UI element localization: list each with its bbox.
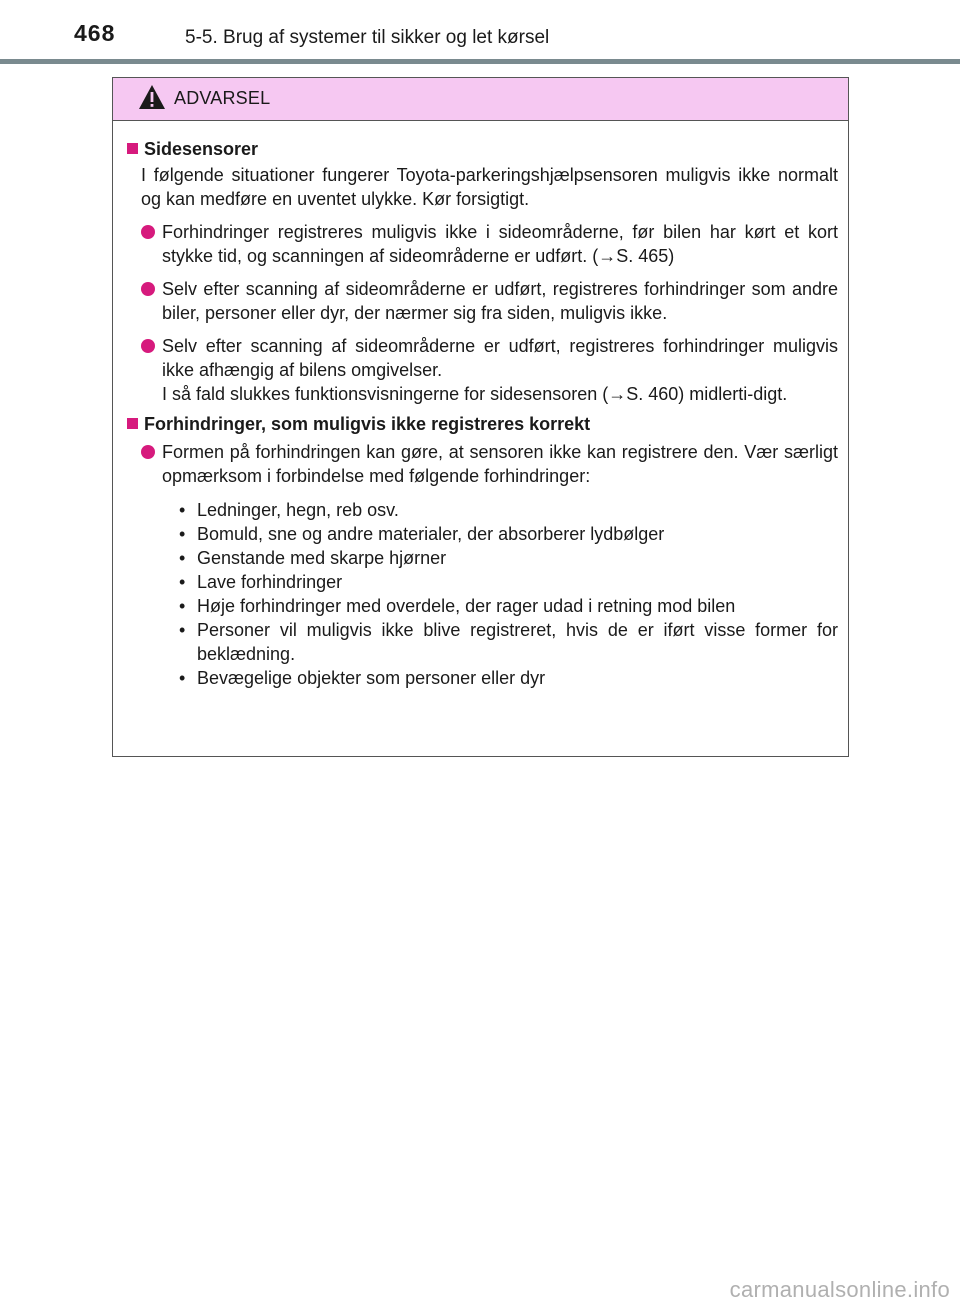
obstacle-list-item: • Bevægelige objekter som personer eller dyr bbox=[177, 666, 838, 690]
section-heading-forhindringer bbox=[127, 412, 838, 436]
obstacle-list-item: • Lave forhindringer bbox=[177, 570, 838, 594]
section-intro: I følgende situationer fungerer Toyota-parkeringshjælpsensoren muligvis ikke normalt og kan medføre en uventet ulykke. Kør forsigtigt. bbox=[141, 165, 838, 209]
list-item-line: I så fald slukkes funktionsvisningerne for sidesensoren (→S. 460) midlerti-digt. bbox=[162, 384, 788, 404]
obstacle-list-item: • Bomuld, sne og andre materialer, der absorberer lydbølger bbox=[177, 522, 838, 546]
list-item-line: Selv efter scanning af sideområderne er udført, registreres forhindringer muligvis ikke afhængig af bilens omgivelser. bbox=[162, 336, 838, 380]
circle-bullet-icon bbox=[141, 282, 155, 296]
obstacle-list-item: • Genstande med skarpe hjørner bbox=[177, 546, 838, 570]
page-number: 468 bbox=[74, 20, 116, 46]
obstacle-list-item: • Personer vil muligvis ikke blive registreret, hvis de er iført visse former for beklædning. bbox=[177, 618, 838, 666]
section-heading-text: Sidesensorer bbox=[144, 139, 259, 159]
list-item bbox=[127, 220, 838, 268]
warning-label: ADVARSEL bbox=[174, 88, 271, 108]
list-item-text bbox=[162, 334, 838, 406]
warning-triangle-icon bbox=[138, 84, 166, 110]
square-bullet-icon bbox=[127, 418, 138, 429]
watermark: carmanualsonline.info bbox=[729, 1277, 950, 1302]
warning-body bbox=[113, 121, 848, 690]
circle-bullet-icon bbox=[141, 445, 155, 459]
obstacle-list bbox=[127, 498, 838, 690]
page-header bbox=[0, 0, 960, 60]
warning-box bbox=[112, 77, 849, 757]
list-item-text: Forhindringer registreres muligvis ikke i sideområderne, før bilen har kørt et kort stykke tid, og scanningen af sideområderne er udført. (→S. 465) bbox=[162, 222, 838, 266]
warning-header bbox=[113, 78, 848, 121]
list-item bbox=[127, 277, 838, 325]
circle-bullet-icon bbox=[141, 339, 155, 353]
list-item-text: Formen på forhindringen kan gøre, at sensoren ikke kan registrere den. Vær særligt opmærksom i forbindelse med følgende forhindringer: bbox=[162, 442, 838, 486]
section-title: 5-5. Brug af systemer til sikker og let kørsel bbox=[185, 27, 550, 48]
section-heading-text: Forhindringer, som muligvis ikke registreres korrekt bbox=[144, 414, 591, 434]
obstacle-list-item: • Høje forhindringer med overdele, der rager udad i retning mod bilen bbox=[177, 594, 838, 618]
section-heading-sidesensorer bbox=[127, 137, 838, 161]
circle-bullet-icon bbox=[141, 225, 155, 239]
header-rule bbox=[0, 59, 960, 64]
list-item bbox=[127, 334, 838, 406]
square-bullet-icon bbox=[127, 143, 138, 154]
obstacle-list-item: • Ledninger, hegn, reb osv. bbox=[177, 498, 838, 522]
list-item bbox=[127, 440, 838, 488]
list-item-text: Selv efter scanning af sideområderne er udført, registreres forhindringer som andre biler, personer eller dyr, der nærmer sig fra siden, muligvis ikke. bbox=[162, 279, 838, 323]
